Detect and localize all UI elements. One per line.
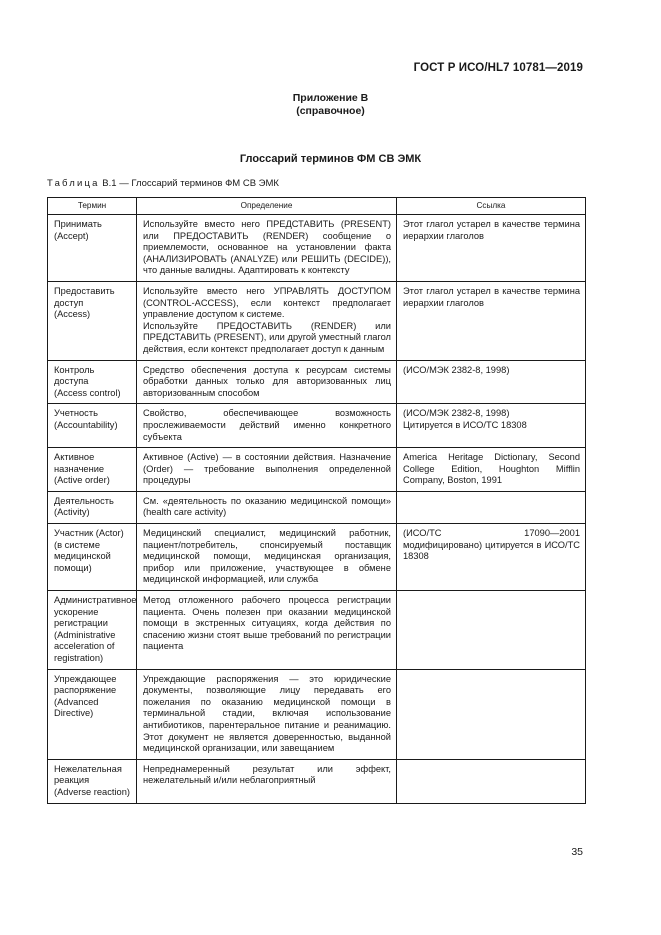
reference-cell: (ИСО/ТС 17090—2001 модифицировано) цитируется в ИСО/ТС 18308 bbox=[397, 524, 586, 591]
table-caption-text: В.1 — Глоссарий терминов ФМ СВ ЭМК bbox=[99, 178, 279, 189]
term-cell: Участник (Actor) (в системе медицинской помощи) bbox=[48, 524, 137, 591]
reference-cell bbox=[397, 669, 586, 759]
annex-title: Приложение В bbox=[292, 92, 369, 104]
definition-cell: Медицинский специалист, медицинский работник, пациент/потребитель, спонсируемый поставщик медицинской помощи, медицинская организация, прибор или приложение, участвующее в обмене медицинской информацией, или служба bbox=[137, 524, 397, 591]
table-row bbox=[48, 448, 586, 492]
definition-cell: Метод отложенного рабочего процесса регистрации пациента. Очень полезен при оказании медицинской помощи в экстренных ситуациях, когда действия по спасению жизни стоят выше требований по регистрации пациента bbox=[137, 591, 397, 670]
definition-cell: Активное (Active) — в состоянии действия. Назначение (Order) — требование выполнения определенной процедуры bbox=[137, 448, 397, 492]
term-cell: Упреждающее распоряжение (Advanced Directive) bbox=[48, 669, 137, 759]
table-caption-lead: Таблица bbox=[47, 178, 100, 189]
table-caption bbox=[47, 178, 279, 189]
reference-cell: Этот глагол устарел в качестве термина иерархии глаголов bbox=[397, 215, 586, 282]
annex-subtitle: (справочное) bbox=[296, 105, 365, 117]
table-row bbox=[48, 491, 586, 523]
table-row bbox=[48, 591, 586, 670]
reference-cell: America Heritage Dictionary, Second College Edition, Houghton Mifflin Company, Boston, 1991 bbox=[397, 448, 586, 492]
term-cell: Деятельность (Activity) bbox=[48, 491, 137, 523]
column-header-definition: Определение bbox=[137, 198, 397, 215]
definition-cell: Свойство, обеспечивающее возможность прослеживаемости действий именно конкретного субъекта bbox=[137, 404, 397, 448]
annex-heading bbox=[0, 92, 661, 118]
term-cell: Нежелательная реакция (Adverse reaction) bbox=[48, 759, 137, 803]
term-cell: Административное ускорение регистрации (Administrative acceleration of registration) bbox=[48, 591, 137, 670]
reference-cell: (ИСО/МЭК 2382-8, 1998) Цитируется в ИСО/ТС 18308 bbox=[397, 404, 586, 448]
definition-cell: Непреднамеренный результат или эффект, нежелательный и/или неблагоприятный bbox=[137, 759, 397, 803]
reference-cell: (ИСО/МЭК 2382-8, 1998) bbox=[397, 360, 586, 404]
table-row bbox=[48, 524, 586, 591]
reference-cell bbox=[397, 591, 586, 670]
glossary-table bbox=[47, 197, 586, 804]
definition-cell: См. «деятельность по оказанию медицинской помощи» (health care activity) bbox=[137, 491, 397, 523]
definition-cell: Упреждающие распоряжения — это юридические документы, позволяющие лицу передавать его пожелания по оказанию медицинской помощи в терминальной стадии, включая использование антибиотиков, парентеральное питание и реанимацию. Этот документ не является доверенностью, выданной медицинской организации, или завещанием bbox=[137, 669, 397, 759]
term-cell: Учетность (Accountability) bbox=[48, 404, 137, 448]
term-cell: Принимать (Accept) bbox=[48, 215, 137, 282]
table-row bbox=[48, 759, 586, 803]
page-number: 35 bbox=[571, 846, 583, 858]
column-header-term: Термин bbox=[48, 198, 137, 215]
glossary-title: Глоссарий терминов ФМ СВ ЭМК bbox=[239, 153, 422, 165]
table-row bbox=[48, 281, 586, 360]
column-header-reference: Ссылка bbox=[397, 198, 586, 215]
table-header-row bbox=[48, 198, 586, 215]
reference-cell bbox=[397, 759, 586, 803]
reference-cell: Этот глагол устарел в качестве термина иерархии глаголов bbox=[397, 281, 586, 360]
table-row bbox=[48, 669, 586, 759]
standard-designation: ГОСТ Р ИСО/HL7 10781—2019 bbox=[413, 62, 583, 74]
term-cell: Активное назначение (Active order) bbox=[48, 448, 137, 492]
reference-cell bbox=[397, 491, 586, 523]
term-cell: Предоставить доступ (Access) bbox=[48, 281, 137, 360]
definition-cell: Средство обеспечения доступа к ресурсам системы обработки данных только для авторизованных лиц авторизованным способом bbox=[137, 360, 397, 404]
definition-cell: Используйте вместо него УПРАВЛЯТЬ ДОСТУПОМ (CONTROL-ACCESS), если контекст предполагает управление доступом к системе. Используйте ПРЕДОСТАВИТЬ (RENDER) или ПРЕДСТАВИТЬ (PRESENT), или другой уместный глагол действия, если контекст предполагает доступ к данным bbox=[137, 281, 397, 360]
definition-cell: Используйте вместо него ПРЕДСТАВИТЬ (PRESENT) или ПРЕДОСТАВИТЬ (RENDER) сообщение о приемлемости, основанное на установлении факта (АНАЛИЗИРОВАТЬ (ANALYZE) или РЕШИТЬ (DECIDE)), что данные валидны. Адаптировать к контексту bbox=[137, 215, 397, 282]
table-row bbox=[48, 404, 586, 448]
table-row bbox=[48, 215, 586, 282]
term-cell: Контроль доступа (Access control) bbox=[48, 360, 137, 404]
table-row bbox=[48, 360, 586, 404]
